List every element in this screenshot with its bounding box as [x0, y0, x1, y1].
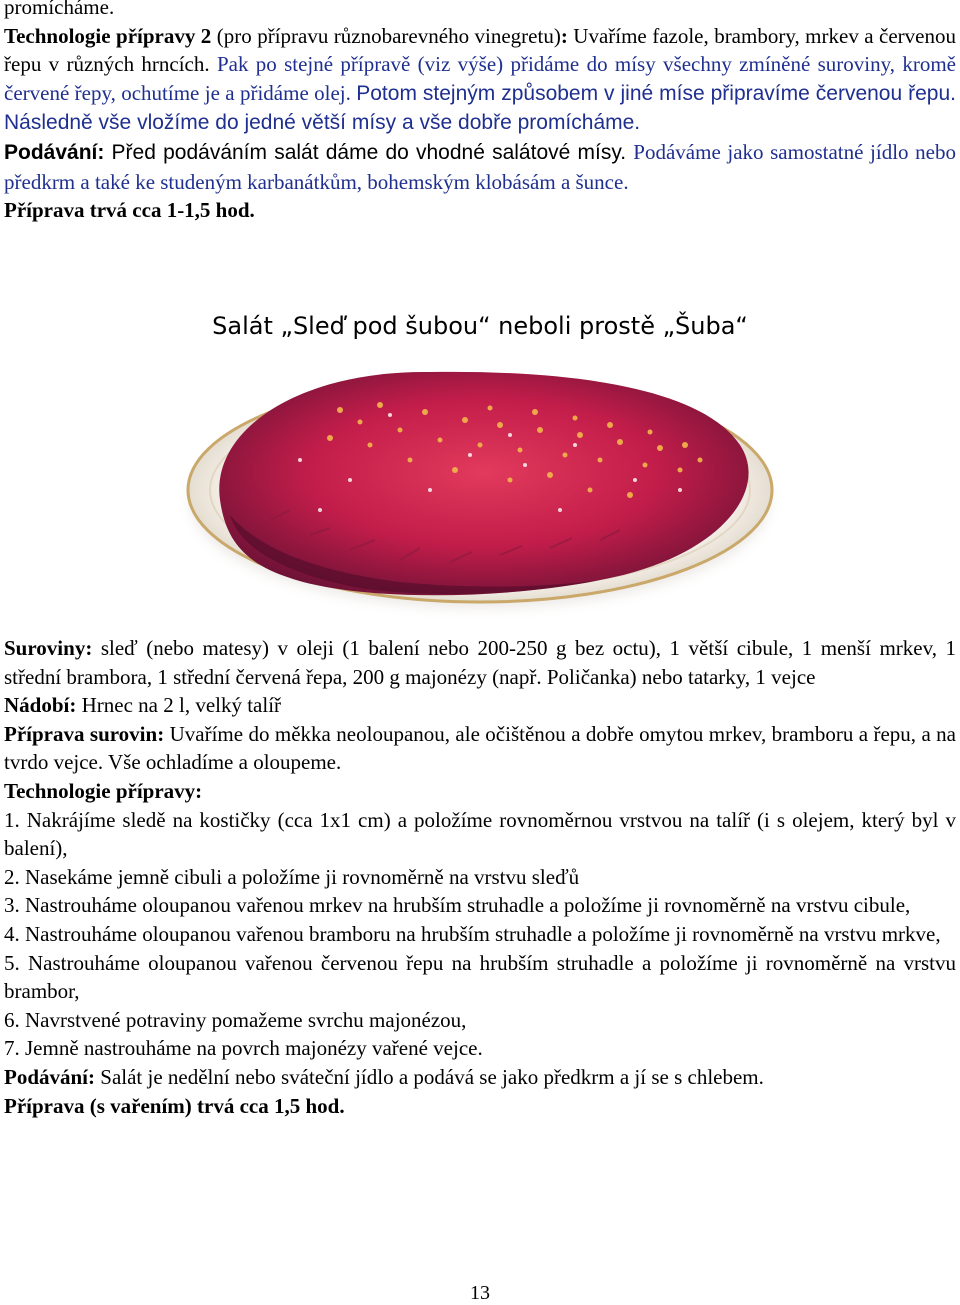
step-item: 3. Nastrouháme oloupanou vařenou mrkev na hrubším struhadle a položíme ji rovnoměrně na vrstvu cibule, [4, 893, 911, 918]
step-item: 7. Jemně nastrouháme na povrch majonézy vařené vejce. [4, 1036, 483, 1061]
tech2-colon: : [560, 23, 568, 48]
serving-paragraph-2 [4, 1063, 956, 1092]
step-item: 4. Nastrouháme oloupanou vařenou bramboru na hrubším struhadle a položíme ji rovnoměrně na vrstvu mrkve, [4, 921, 941, 946]
dishes-text: Hrnec na 2 l, velký talíř [76, 693, 282, 718]
top-text-block [4, 0, 956, 225]
prep-time-2: Příprava (s vařením) trvá cca 1,5 hod. [4, 1093, 345, 1118]
tech2-paren: (pro přípravu různobarevného vinegretu) [211, 23, 561, 48]
recipe-title: Salát „Sleď pod šubou“ neboli prostě „Šuba“ [212, 312, 748, 340]
tech2-label: Technologie přípravy 2 [4, 23, 212, 48]
tech2-text-a: Uvaříme fazole, brambory, mrkev a červenou řepu v různých hrncích. [4, 23, 957, 77]
tech2-paragraph [4, 22, 956, 138]
dishes-paragraph [4, 691, 956, 720]
serving-text-a: Před podáváním salát dáme do vhodné salátové mísy. [104, 140, 634, 164]
serving-text-b: Podáváme jako samostatné jídlo nebo předkrm a také ke studeným karbanátkům, bohemským klobásám a šunce. [4, 139, 956, 194]
tech2-text-c: Potom stejným způsobem v jiné míse připravíme červenou řepu. Následně vše vložíme do jedné větší mísy a vše dobře promícháme. [4, 81, 956, 135]
ingredients-text: sleď (nebo matesy) v oleji (1 balení nebo 200-250 g bez octu), 1 větší cibule, 1 menší mrkev, 1 střední brambora, 1 střední červená řepa, 200 g majonézy (např. Poličanka) nebo tatarky, 1 vejce [4, 636, 956, 689]
salad-plate-illustration [180, 350, 780, 622]
serving-label: Podávání: [4, 140, 105, 164]
serving-label-2: Podávání: [4, 1064, 96, 1089]
serving-text-2: Salát je nedělní nebo sváteční jídlo a podává se jako předkrm a jí se s chlebem. [95, 1064, 764, 1089]
prep-text: Uvaříme do měkka neoloupanou, ale očištěnou a dobře omytou mrkev, bramboru a řepu, a na tvrdo vejce. Vše ochladíme a oloupeme. [4, 721, 956, 775]
tech2-text-b: Pak po stejné přípravě (viz výše) přidáme do mísy všechny zmíněné suroviny, kromě červené řepy, ochutíme je a přidáme olej. [4, 52, 956, 105]
prep-paragraph [4, 720, 956, 777]
step-item: 5. Nastrouháme oloupanou vařenou červenou řepu na hrubším struhadle a položíme ji rovnoměrně na vrstvu brambor, [4, 950, 956, 1004]
step-item: 1. Nakrájíme sledě na kostičky (cca 1x1 cm) a položíme rovnoměrnou vrstvou na talíř (i s olejem, který byl v balení), [4, 807, 956, 861]
technology-heading: Technologie přípravy: [4, 778, 203, 803]
prep-label: Příprava surovin: [4, 721, 165, 746]
step-item: 2. Nasekáme jemně cibuli a položíme ji rovnoměrně na vrstvu sleďů [4, 864, 580, 889]
prep-time: Příprava trvá cca 1-1,5 hod. [4, 198, 255, 223]
page-number: 13 [470, 1282, 490, 1304]
dishes-label: Nádobí: [4, 693, 77, 718]
step-item: 6. Navrstvené potraviny pomažeme svrchu majonézou, [4, 1007, 467, 1032]
line-continuation: promícháme. [4, 0, 115, 19]
recipe-body [4, 634, 956, 1120]
salad-photo [180, 350, 780, 622]
ingredients-label: Suroviny: [4, 636, 93, 660]
serving-paragraph [4, 138, 956, 196]
ingredients-paragraph [4, 634, 956, 691]
